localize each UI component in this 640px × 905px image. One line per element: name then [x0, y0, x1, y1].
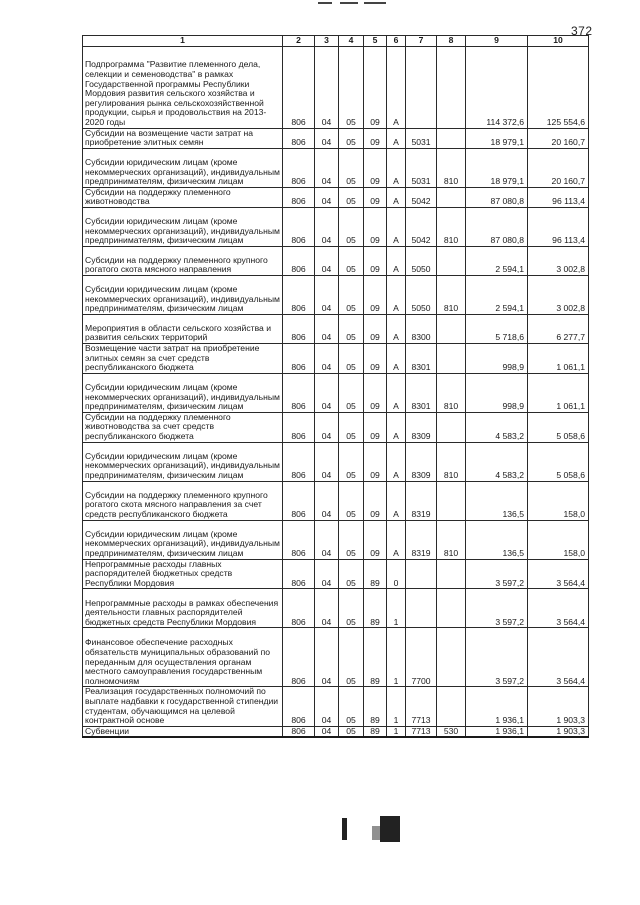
amount-cell: 6 277,7	[528, 314, 589, 343]
code-cell: 5042	[406, 187, 437, 207]
row-description: Субсидии юридическим лицам (кроме некоммерческих организаций), индивидуальным предпринимателям, физическим лицам	[83, 207, 283, 246]
code-cell: 05	[339, 687, 364, 726]
row-description: Субсидии юридическим лицам (кроме некоммерческих организаций), индивидуальным предпринимателям, физическим лицам	[83, 275, 283, 314]
code-cell: 05	[339, 46, 364, 128]
amount-cell: 4 583,2	[466, 442, 528, 481]
row-description: Субсидии юридическим лицам (кроме некоммерческих организаций), индивидуальным предпринимателям, физическим лицам	[83, 373, 283, 412]
code-cell: 04	[315, 187, 339, 207]
column-header: 8	[437, 36, 466, 47]
row-description: Субсидии на поддержку племенного крупного рогатого скота мясного направления	[83, 246, 283, 275]
code-cell: 806	[283, 207, 315, 246]
table-row	[83, 726, 589, 737]
code-cell: А	[387, 207, 406, 246]
code-cell	[437, 559, 466, 589]
amount-cell: 3 597,2	[466, 589, 528, 628]
amount-cell: 158,0	[528, 520, 589, 559]
code-cell: 806	[283, 314, 315, 343]
column-header: 1	[83, 36, 283, 47]
code-cell: 04	[315, 442, 339, 481]
code-cell: 04	[315, 520, 339, 559]
code-cell: 05	[339, 187, 364, 207]
row-description: Непрограммные расходы главных распорядителей бюджетных средств Республики Мордовия	[83, 559, 283, 589]
table-row	[83, 412, 589, 442]
code-cell: 7713	[406, 726, 437, 737]
code-cell: 04	[315, 314, 339, 343]
column-header: 3	[315, 36, 339, 47]
code-cell: 1	[387, 726, 406, 737]
code-cell: 806	[283, 46, 315, 128]
amount-cell: 1 936,1	[466, 726, 528, 737]
row-description: Субсидии на поддержку племенного крупного рогатого скота мясного направления за счет средств республиканского бюджета	[83, 481, 283, 520]
code-cell: 05	[339, 726, 364, 737]
row-description: Мероприятия в области сельского хозяйства и развития сельских территорий	[83, 314, 283, 343]
row-description: Финансовое обеспечение расходных обязательств муниципальных образований по переданным для осуществления органам местного самоуправления государственным полномочиям	[83, 628, 283, 687]
code-cell: 806	[283, 481, 315, 520]
table-row	[83, 314, 589, 343]
code-cell: 8300	[406, 314, 437, 343]
table-row	[83, 687, 589, 726]
amount-cell: 1 903,3	[528, 726, 589, 737]
code-cell: А	[387, 187, 406, 207]
code-cell: А	[387, 481, 406, 520]
code-cell: 05	[339, 128, 364, 148]
code-cell: 05	[339, 442, 364, 481]
amount-cell: 87 080,8	[466, 187, 528, 207]
table-row	[83, 187, 589, 207]
code-cell: 89	[364, 589, 387, 628]
scan-artifact-top	[318, 2, 388, 6]
code-cell: А	[387, 275, 406, 314]
column-header: 10	[528, 36, 589, 47]
code-cell: 09	[364, 412, 387, 442]
code-cell: А	[387, 343, 406, 373]
amount-cell: 125 554,6	[528, 46, 589, 128]
code-cell: 05	[339, 520, 364, 559]
table-row	[83, 148, 589, 187]
row-description: Непрограммные расходы в рамках обеспечения деятельности главных распорядителей бюджетных средств Республики Мордовия	[83, 589, 283, 628]
amount-cell: 2 594,1	[466, 246, 528, 275]
column-header: 5	[364, 36, 387, 47]
code-cell: А	[387, 412, 406, 442]
code-cell: 04	[315, 128, 339, 148]
code-cell: 05	[339, 314, 364, 343]
code-cell: 04	[315, 481, 339, 520]
code-cell: 806	[283, 128, 315, 148]
table-row	[83, 442, 589, 481]
amount-cell: 3 597,2	[466, 628, 528, 687]
column-header: 6	[387, 36, 406, 47]
code-cell: 04	[315, 148, 339, 187]
code-cell: 89	[364, 687, 387, 726]
code-cell	[406, 589, 437, 628]
code-cell: 806	[283, 726, 315, 737]
code-cell: 09	[364, 246, 387, 275]
amount-cell: 20 160,7	[528, 148, 589, 187]
code-cell	[437, 412, 466, 442]
amount-cell: 87 080,8	[466, 207, 528, 246]
table-row	[83, 373, 589, 412]
code-cell: 806	[283, 589, 315, 628]
code-cell: 89	[364, 726, 387, 737]
column-header: 4	[339, 36, 364, 47]
code-cell: 8301	[406, 343, 437, 373]
code-cell: 05	[339, 207, 364, 246]
amount-cell: 4 583,2	[466, 412, 528, 442]
amount-cell: 158,0	[528, 481, 589, 520]
code-cell	[437, 687, 466, 726]
amount-cell: 3 564,4	[528, 559, 589, 589]
code-cell: 05	[339, 628, 364, 687]
code-cell	[437, 343, 466, 373]
amount-cell: 5 058,6	[528, 442, 589, 481]
table-body	[83, 46, 589, 737]
code-cell: 806	[283, 628, 315, 687]
row-description: Подпрограмма "Развитие племенного дела, селекции и семеноводства" в рамках Государственной программы Республики Мордовия развития сельского хозяйства и регулирования рынка сельскохозяйственной продукции, сырья и продовольствия на 2013-2020 годы	[83, 46, 283, 128]
code-cell	[437, 481, 466, 520]
code-cell: 09	[364, 481, 387, 520]
table-row	[83, 246, 589, 275]
code-cell: 5050	[406, 246, 437, 275]
table-row	[83, 559, 589, 589]
code-cell: 04	[315, 412, 339, 442]
code-cell: 05	[339, 412, 364, 442]
code-cell: 09	[364, 187, 387, 207]
code-cell: 5042	[406, 207, 437, 246]
amount-cell: 114 372,6	[466, 46, 528, 128]
code-cell: 09	[364, 373, 387, 412]
amount-cell: 1 903,3	[528, 687, 589, 726]
amount-cell: 998,9	[466, 373, 528, 412]
code-cell: 04	[315, 628, 339, 687]
code-cell: 8319	[406, 520, 437, 559]
code-cell: 04	[315, 343, 339, 373]
code-cell: А	[387, 520, 406, 559]
amount-cell: 5 718,6	[466, 314, 528, 343]
amount-cell: 3 002,8	[528, 275, 589, 314]
amount-cell: 1 061,1	[528, 373, 589, 412]
code-cell: 1	[387, 687, 406, 726]
row-description: Возмещение части затрат на приобретение элитных семян за счет средств республиканского бюджета	[83, 343, 283, 373]
code-cell: 04	[315, 207, 339, 246]
code-cell: 89	[364, 628, 387, 687]
amount-cell: 20 160,7	[528, 128, 589, 148]
code-cell	[406, 559, 437, 589]
row-description: Субвенции	[83, 726, 283, 737]
code-cell: 810	[437, 148, 466, 187]
code-cell: 04	[315, 275, 339, 314]
code-cell: А	[387, 373, 406, 412]
code-cell: 04	[315, 559, 339, 589]
code-cell: 806	[283, 373, 315, 412]
code-cell: 05	[339, 275, 364, 314]
code-cell: 04	[315, 246, 339, 275]
code-cell: 806	[283, 559, 315, 589]
amount-cell: 2 594,1	[466, 275, 528, 314]
code-cell: 8301	[406, 373, 437, 412]
code-cell: 810	[437, 520, 466, 559]
table-row	[83, 128, 589, 148]
amount-cell: 5 058,6	[528, 412, 589, 442]
code-cell: 810	[437, 442, 466, 481]
code-cell: 530	[437, 726, 466, 737]
code-cell: 09	[364, 207, 387, 246]
code-cell: 5050	[406, 275, 437, 314]
column-header: 7	[406, 36, 437, 47]
code-cell	[437, 128, 466, 148]
table-row	[83, 520, 589, 559]
amount-cell: 1 061,1	[528, 343, 589, 373]
code-cell: 806	[283, 412, 315, 442]
code-cell: 806	[283, 275, 315, 314]
amount-cell: 18 979,1	[466, 128, 528, 148]
code-cell: А	[387, 442, 406, 481]
code-cell: 05	[339, 373, 364, 412]
code-cell: А	[387, 148, 406, 187]
code-cell: 05	[339, 246, 364, 275]
code-cell: 09	[364, 314, 387, 343]
code-cell: 09	[364, 442, 387, 481]
amount-cell: 3 564,4	[528, 589, 589, 628]
column-header: 2	[283, 36, 315, 47]
code-cell: 806	[283, 687, 315, 726]
scan-artifact-bottom	[380, 816, 400, 842]
row-description: Реализация государственных полномочий по выплате надбавки к государственной стипендии студентам, обучающимся на целевой контрактной основе	[83, 687, 283, 726]
page-number: 372	[571, 24, 593, 38]
code-cell	[437, 46, 466, 128]
code-cell: 806	[283, 187, 315, 207]
table-row	[83, 628, 589, 687]
code-cell: 09	[364, 128, 387, 148]
code-cell	[437, 246, 466, 275]
amount-cell: 3 002,8	[528, 246, 589, 275]
amount-cell: 18 979,1	[466, 148, 528, 187]
row-description: Субсидии на поддержку племенного животноводства за счет средств республиканского бюджета	[83, 412, 283, 442]
table-row	[83, 207, 589, 246]
code-cell: 8309	[406, 442, 437, 481]
row-description: Субсидии на поддержку племенного животноводства	[83, 187, 283, 207]
code-cell: 05	[339, 559, 364, 589]
row-description: Субсидии юридическим лицам (кроме некоммерческих организаций), индивидуальным предпринимателям, физическим лицам	[83, 442, 283, 481]
amount-cell: 3 597,2	[466, 559, 528, 589]
code-cell: 7713	[406, 687, 437, 726]
amount-cell: 3 564,4	[528, 628, 589, 687]
code-cell: 04	[315, 726, 339, 737]
code-cell: 806	[283, 148, 315, 187]
table-row	[83, 275, 589, 314]
code-cell	[437, 589, 466, 628]
amount-cell: 1 936,1	[466, 687, 528, 726]
amount-cell: 96 113,4	[528, 187, 589, 207]
code-cell: 05	[339, 481, 364, 520]
code-cell: 1	[387, 589, 406, 628]
row-description: Субсидии юридическим лицам (кроме некоммерческих организаций), индивидуальным предпринимателям, физическим лицам	[83, 148, 283, 187]
code-cell: А	[387, 128, 406, 148]
code-cell: 810	[437, 275, 466, 314]
code-cell: 806	[283, 520, 315, 559]
header-row	[83, 36, 589, 47]
code-cell: 04	[315, 589, 339, 628]
code-cell: 09	[364, 148, 387, 187]
row-description: Субсидии юридическим лицам (кроме некоммерческих организаций), индивидуальным предпринимателям, физическим лицам	[83, 520, 283, 559]
code-cell: 810	[437, 207, 466, 246]
table-row	[83, 481, 589, 520]
code-cell: 1	[387, 628, 406, 687]
code-cell: 89	[364, 559, 387, 589]
code-cell: 7700	[406, 628, 437, 687]
amount-cell: 136,5	[466, 520, 528, 559]
code-cell: 810	[437, 373, 466, 412]
code-cell: 04	[315, 46, 339, 128]
scan-artifact-bottom	[342, 818, 347, 840]
code-cell: 5031	[406, 128, 437, 148]
code-cell: 806	[283, 246, 315, 275]
code-cell: А	[387, 314, 406, 343]
table-row	[83, 343, 589, 373]
amount-cell: 998,9	[466, 343, 528, 373]
code-cell: 5031	[406, 148, 437, 187]
code-cell: 09	[364, 275, 387, 314]
code-cell: 09	[364, 343, 387, 373]
budget-table	[82, 35, 589, 738]
code-cell: А	[387, 46, 406, 128]
code-cell: 806	[283, 442, 315, 481]
scan-artifact-bottom	[372, 826, 380, 840]
code-cell: 806	[283, 343, 315, 373]
code-cell: 04	[315, 687, 339, 726]
code-cell	[437, 628, 466, 687]
code-cell: 0	[387, 559, 406, 589]
code-cell: 8309	[406, 412, 437, 442]
column-header: 9	[466, 36, 528, 47]
code-cell: 05	[339, 589, 364, 628]
row-description: Субсидии на возмещение части затрат на приобретение элитных семян	[83, 128, 283, 148]
code-cell: 8319	[406, 481, 437, 520]
code-cell: 09	[364, 46, 387, 128]
code-cell: 09	[364, 520, 387, 559]
amount-cell: 136,5	[466, 481, 528, 520]
code-cell	[437, 187, 466, 207]
code-cell: А	[387, 246, 406, 275]
amount-cell: 96 113,4	[528, 207, 589, 246]
code-cell	[437, 314, 466, 343]
code-cell: 05	[339, 148, 364, 187]
code-cell: 05	[339, 343, 364, 373]
code-cell: 04	[315, 373, 339, 412]
code-cell	[406, 46, 437, 128]
table-row	[83, 46, 589, 128]
table-row	[83, 589, 589, 628]
